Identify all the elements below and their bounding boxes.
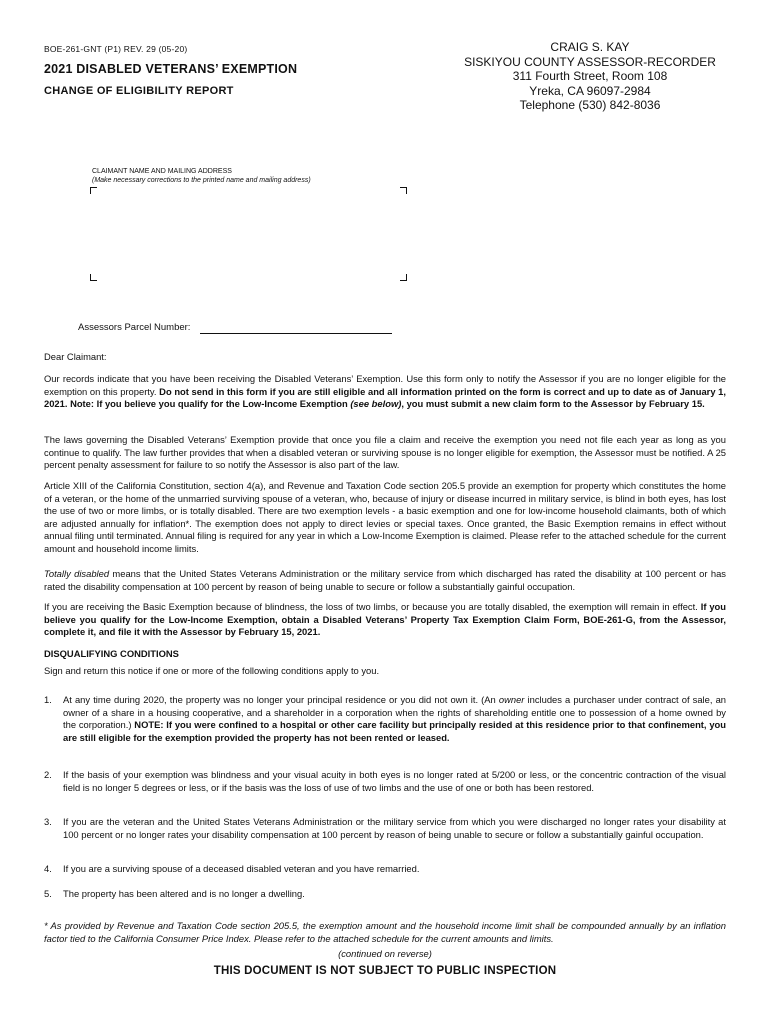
address-window-corner-top-left bbox=[90, 187, 97, 194]
paragraph-totally-disabled bbox=[44, 568, 726, 593]
claimant-address-label bbox=[92, 167, 311, 185]
list-item-term: owner bbox=[498, 694, 525, 705]
list-item-text: At any time during 2020, the property was no longer your principal residence or you did not own it. (An bbox=[63, 694, 499, 705]
p2-text: The laws governing the Disabled Veterans’ Exemption provide that once you file a claim and receive the exemption you need not file each year as long as you continue to qualify. The law further provides that when a disabled veteran or surviving spouse is no longer eligible for exemption, the Assessor must be notified. A 25 percent penalty assessment for failure to so notify the Assessor is also part of the law. bbox=[44, 434, 726, 471]
inflation-footnote: * As provided by Revenue and Taxation Code section 205.5, the exemption amount and the household income limit shall be compounded annually by an inflation factor tied to the California Consumer Price Index. Please refer to the attached schedule for the current amounts and limits. bbox=[44, 920, 726, 944]
p1-bold-italic: (see below) bbox=[350, 398, 402, 410]
assessor-telephone: Telephone (530) 842-8036 bbox=[519, 98, 661, 112]
list-item-text: If you are the veteran and the United States Veterans Administration or the military service from which you were discharged no longer rates your disability at 100 percent or no longer rates your disability compensation at 100 percent by reason of being unable to secure or follow a substantially gainful occupation. bbox=[63, 816, 726, 840]
list-item bbox=[44, 769, 726, 794]
list-item bbox=[44, 694, 726, 744]
list-item bbox=[44, 888, 726, 901]
paragraph-eligibility bbox=[44, 373, 726, 411]
list-item-text: If the basis of your exemption was blindness and your visual acuity in both eyes is no longer rated at 5/200 or less, or the concentric contraction of the visual field is no longer 5 degrees or less, or if the basis was the loss of use of two limbs and the use of one or both has been restored. bbox=[63, 769, 726, 793]
list-item-number: 4. bbox=[44, 863, 52, 874]
list-item-number: 1. bbox=[44, 694, 52, 705]
parcel-number-field[interactable] bbox=[200, 333, 392, 334]
list-item-number: 2. bbox=[44, 769, 52, 780]
list-item-note: NOTE: If you were confined to a hospital or other care facility but principally resided at this residence prior to that confinement, you are still eligible for the exemption provided the property has not been rented or leased. bbox=[63, 719, 727, 743]
assessor-address-line1: 311 Fourth Street, Room 108 bbox=[512, 69, 668, 83]
list-item bbox=[44, 863, 726, 876]
assessor-department: SISKIYOU COUNTY ASSESSOR-RECORDER bbox=[464, 54, 716, 69]
parcel-number-label: Assessors Parcel Number: bbox=[78, 322, 191, 333]
address-window-corner-bottom-right bbox=[400, 274, 407, 281]
continued-note: (continued on reverse) bbox=[338, 948, 432, 959]
disqualifying-intro: Sign and return this notice if one or more of the following conditions apply to you. bbox=[44, 665, 380, 676]
assessor-address-line2: Yreka, CA 96097-2984 bbox=[529, 83, 651, 98]
list-item-text-cont: includes a purchaser under contract of sale, an owner of a share in a housing cooperative, and a shareholder in a corporation when the rights of shareholding entitle one to possession of a home owned by the corporation.) bbox=[63, 694, 726, 731]
assessor-office-block bbox=[440, 40, 740, 113]
list-item-text: If you are a surviving spouse of a deceased disabled veteran and you have remarried. bbox=[63, 863, 420, 874]
form-subtitle: CHANGE OF ELIGIBILITY REPORT bbox=[44, 85, 234, 97]
public-inspection-notice: THIS DOCUMENT IS NOT SUBJECT TO PUBLIC INSPECTION bbox=[213, 965, 557, 977]
p3-text: Article XIII of the California Constitution, section 4(a), and Revenue and Taxation Code section 205.5 provide an exemption for property which constitutes the home of a veteran, or the home of the unmarried surviving spouse of a veteran, who, because of injury or disease incurred in military service, is blind in both eyes, has lost the use of two or more limbs, or is totally disabled. There are two exemption levels - a basic exemption and one for low-income household claimants, both of which are adjusted annually for inflation*. The exemption does not apply to direct levies or special taxes. Once granted, the Basic Exemption remains in effect without annual filing until terminated. Annual filing is required for any year in which a Low-Income Exemption is claimed. Please refer to the attached schedule for the current amount and household income limits. bbox=[44, 480, 726, 554]
address-window-corner-bottom-left bbox=[90, 274, 97, 281]
assessor-name: CRAIG S. KAY bbox=[550, 40, 630, 54]
p4-term: Totally disabled bbox=[44, 568, 110, 579]
paragraph-basic-exemption bbox=[44, 601, 726, 639]
p4-text: means that the United States Veterans Administration or the military service from which discharged has rated the disability at 100 percent or has rated the disability compensation at 100 percent by reason of being unable to secure or follow a substantially gainful occupation. bbox=[44, 568, 726, 592]
list-item-text: The property has been altered and is no longer a dwelling. bbox=[63, 888, 305, 899]
claimant-label-text: CLAIMANT NAME AND MAILING ADDRESS bbox=[92, 168, 232, 175]
paragraph-constitution bbox=[44, 480, 726, 556]
p1-bold: Do not send in this form if you are still eligible and all information printed on the form is correct and up to date as of January 1, 2021. Note: If you believe you qualify for the Low-Income Exemption bbox=[44, 385, 727, 410]
list-item bbox=[44, 816, 726, 841]
paragraph-laws bbox=[44, 434, 726, 472]
claimant-label-note: (Make necessary corrections to the printed name and mailing address) bbox=[92, 177, 311, 184]
p1-bold-end: , you must submit a new claim form to the Assessor by February 15. bbox=[401, 398, 705, 410]
p1-text: Our records indicate that you have been receiving the Disabled Veterans’ Exemption. Use this form only to notify the Assessor if you are no longer eligible for the exemption on this property. bbox=[44, 373, 726, 397]
list-item-number: 3. bbox=[44, 816, 52, 827]
list-item-number: 5. bbox=[44, 888, 52, 899]
form-title: 2021 DISABLED VETERANS’ EXEMPTION bbox=[44, 62, 298, 76]
p5-bold: If you believe you qualify for the Low-Income Exemption, obtain a Disabled Veterans’ Property Tax Exemption Claim Form, BOE-261-G, from the Assessor, complete it, and file it with the Assessor by February 15, 2021. bbox=[44, 601, 726, 638]
form-code: BOE-261-GNT (P1) REV. 29 (05-20) bbox=[44, 44, 188, 54]
address-window-corner-top-right bbox=[400, 187, 407, 194]
disqualifying-heading: DISQUALIFYING CONDITIONS bbox=[44, 648, 179, 659]
p5-text: If you are receiving the Basic Exemption because of blindness, the loss of two limbs, or because you are totally disabled, the exemption will remain in effect. bbox=[44, 601, 701, 612]
salutation: Dear Claimant: bbox=[44, 351, 107, 362]
